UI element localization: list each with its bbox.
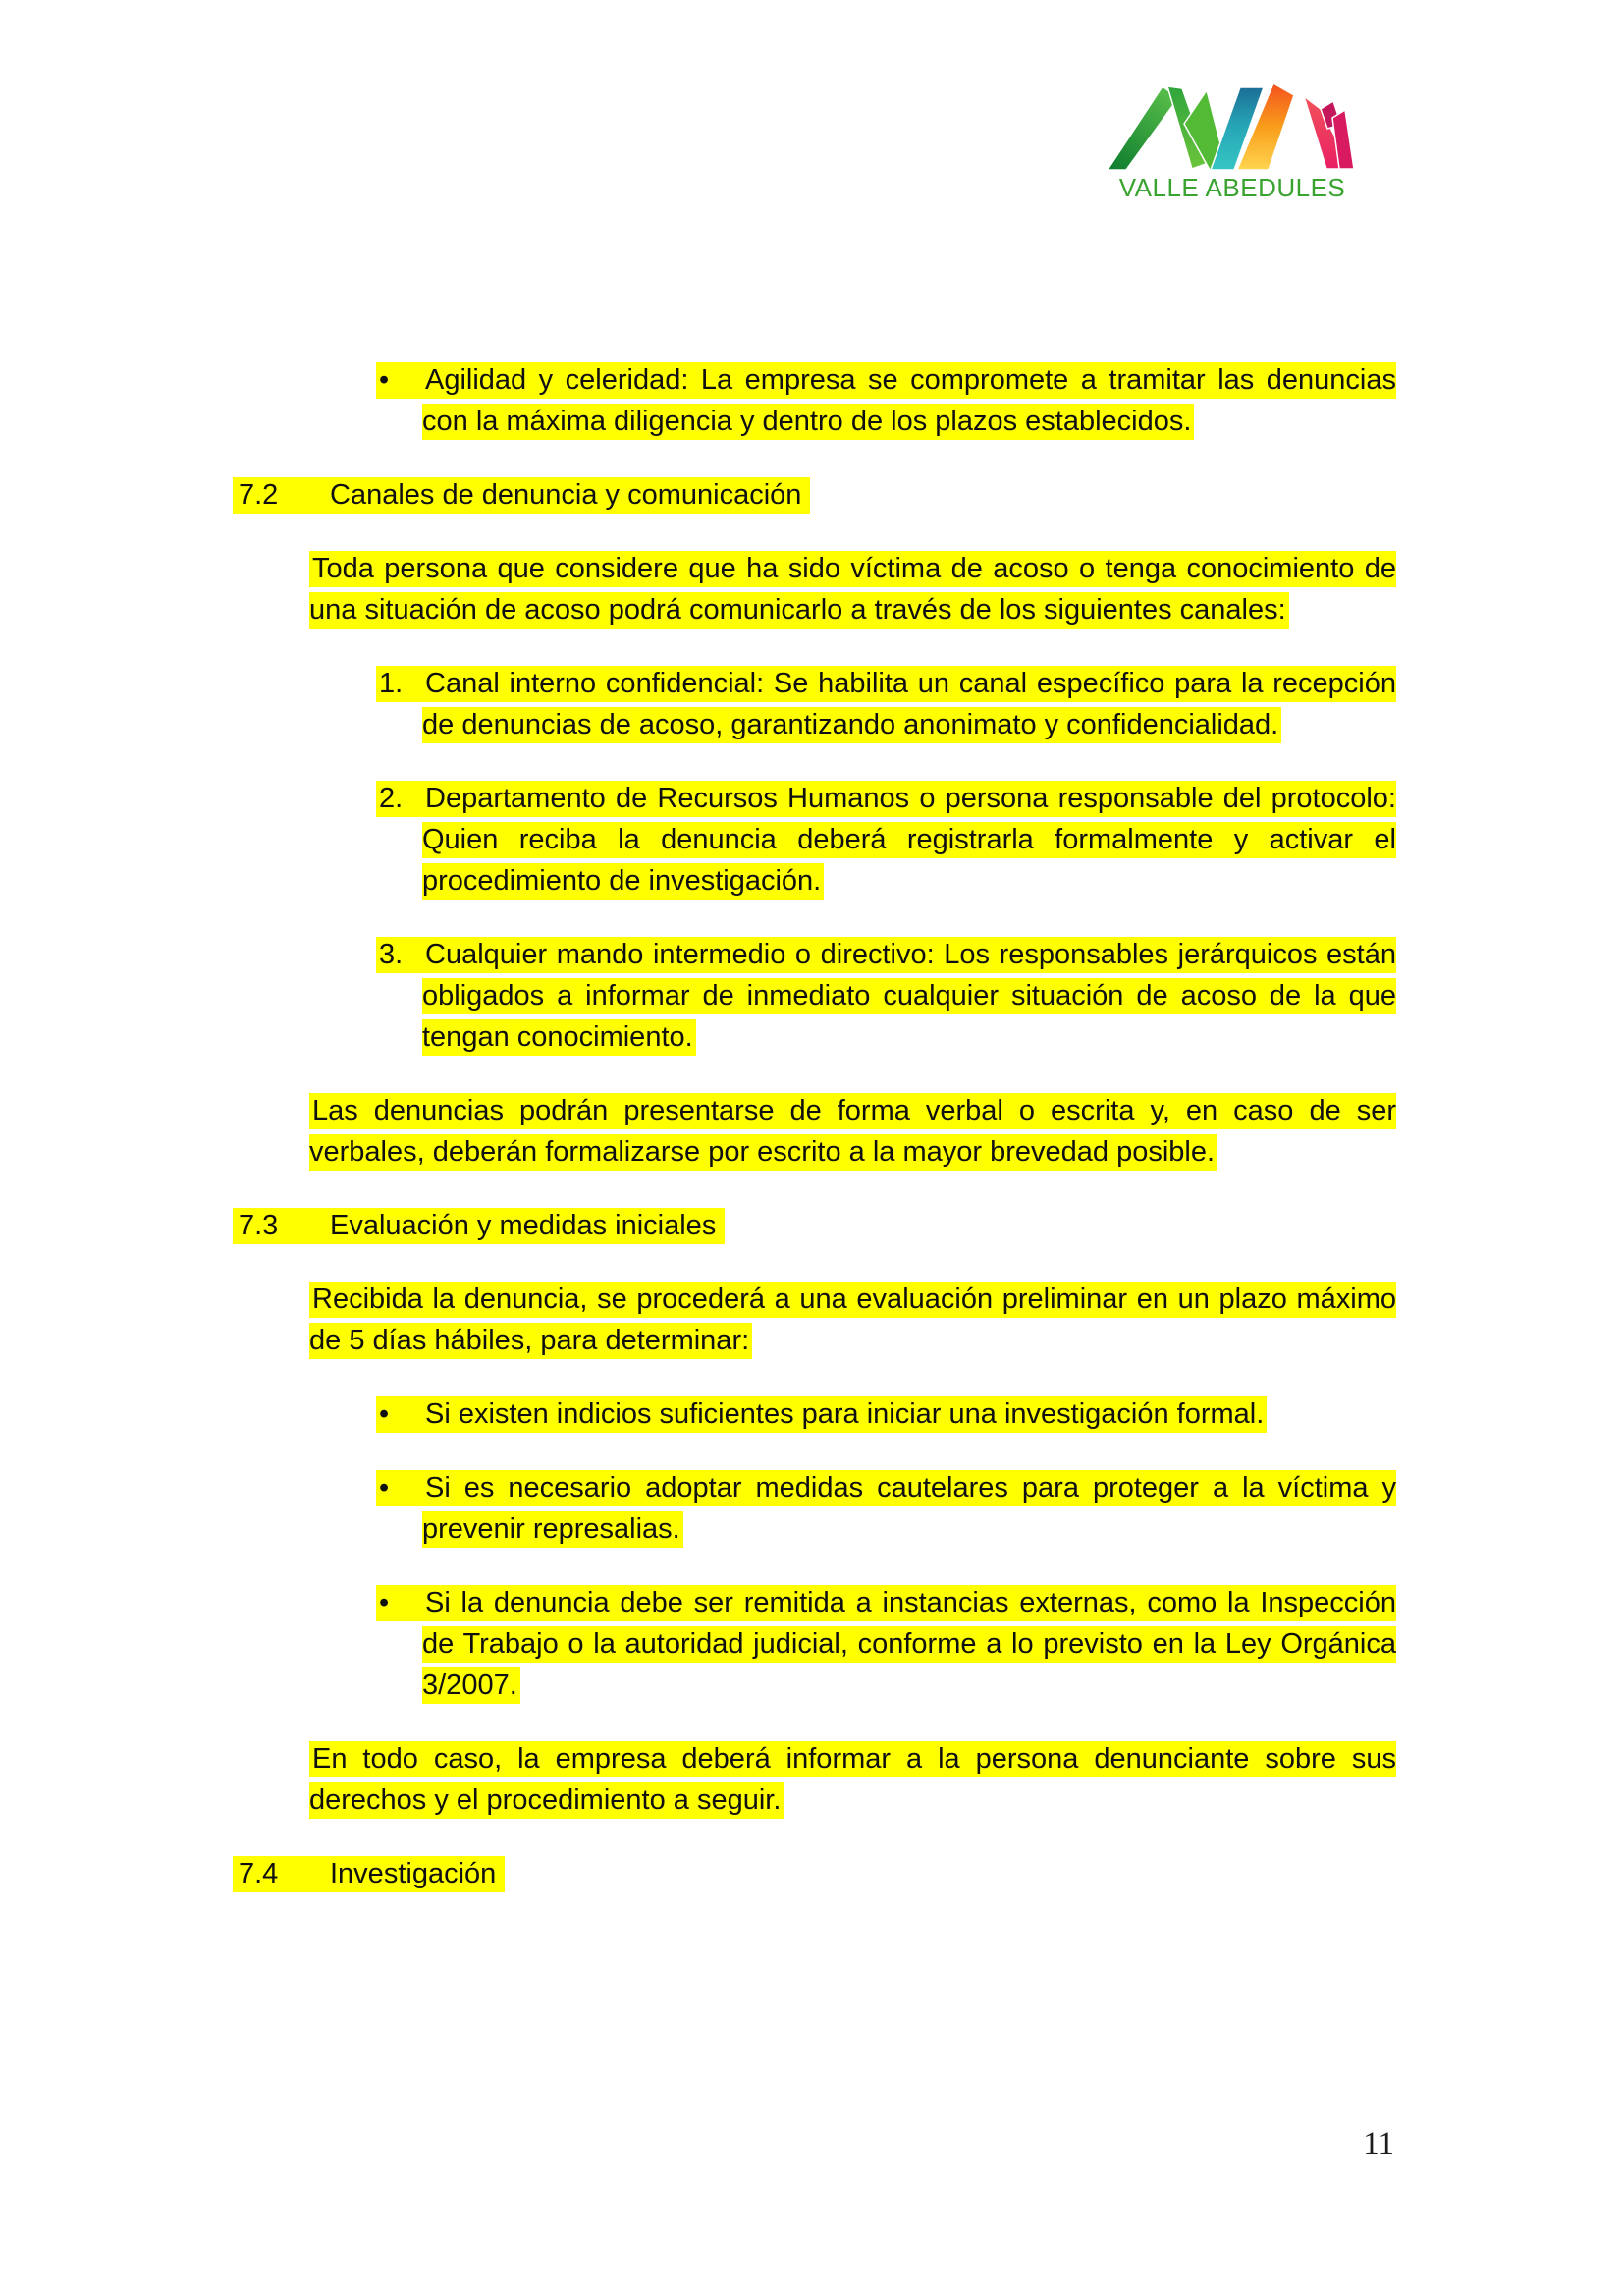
list-number: 3. xyxy=(379,939,404,970)
company-logo xyxy=(1080,69,1375,206)
paragraph xyxy=(309,1279,1396,1361)
text-run: Departamento de Recursos Humanos o persona responsable del protocolo: Quien reciba la denuncia deberá registrarla formalmente y activar el procedimiento de investigación. xyxy=(422,783,1396,897)
text-run: Si existen indicios suficientes para iniciar una investigación formal. xyxy=(425,1398,1265,1430)
section-title: Investigación xyxy=(330,1858,497,1889)
bullet-marker: • xyxy=(379,1472,390,1503)
numbered-item xyxy=(379,663,1396,745)
highlight-run xyxy=(233,1208,725,1244)
highlight-run xyxy=(309,551,1396,629)
bullet-item xyxy=(379,1582,1396,1706)
text-run: Cualquier mando intermedio o directivo: Los responsables jerárquicos están obligados a informar de inmediato cualquier situación de acoso de la que tengan conocimiento. xyxy=(422,939,1396,1053)
text-run: Si es necesario adoptar medidas cautelares para proteger a la víctima y prevenir represalias. xyxy=(422,1472,1396,1545)
highlight-run xyxy=(376,937,1396,1056)
section-heading xyxy=(233,1853,1623,1894)
highlight-run xyxy=(309,1282,1396,1359)
section-number: 7.3 xyxy=(239,1210,279,1241)
bullet-item xyxy=(379,1467,1396,1550)
highlight-run xyxy=(376,781,1396,900)
highlight-run xyxy=(376,666,1396,743)
text-run: En todo caso, la empresa deberá informar a la persona denunciante sobre sus derechos y el procedimiento a seguir. xyxy=(309,1743,1396,1816)
paragraph xyxy=(309,1738,1396,1821)
document-body xyxy=(0,359,1623,1927)
logo-text: VALLE ABEDULES xyxy=(1118,173,1346,202)
text-run: Agilidad y celeridad: La empresa se compromete a tramitar las denuncias con la máxima diligencia y dentro de los plazos establecidos. xyxy=(422,364,1396,437)
paragraph xyxy=(309,1090,1396,1173)
bullet-item xyxy=(379,1394,1396,1435)
numbered-item xyxy=(379,934,1396,1058)
page-number: 11 xyxy=(1363,2126,1394,2161)
text-run: Si la denuncia debe ser remitida a instancias externas, como la Inspección de Trabajo o la autoridad judicial, conforme a lo previsto en la Ley Orgánica 3/2007. xyxy=(422,1587,1396,1701)
text-run: Recibida la denuncia, se procederá a una evaluación preliminar en un plazo máximo de 5 días hábiles, para determinar: xyxy=(309,1284,1396,1356)
section-heading xyxy=(233,474,1623,516)
text-run: Toda persona que considere que ha sido víctima de acoso o tenga conocimiento de una situación de acoso podrá comunicarlo a través de los siguientes canales: xyxy=(309,553,1396,626)
section-number: 7.4 xyxy=(239,1858,279,1889)
logo-mountain-mark xyxy=(1108,83,1354,170)
highlight-run xyxy=(233,477,810,514)
text-run: Canal interno confidencial: Se habilita un canal específico para la recepción de denuncias de acoso, garantizando anonimato y confidencialidad. xyxy=(422,668,1396,740)
bullet-marker: • xyxy=(379,364,390,396)
highlight-run xyxy=(309,1093,1396,1171)
highlight-run xyxy=(376,1585,1396,1704)
highlight-run xyxy=(376,1470,1396,1548)
section-title: Evaluación y medidas iniciales xyxy=(330,1210,717,1241)
section-title: Canales de denuncia y comunicación xyxy=(330,479,802,511)
highlight-run xyxy=(376,362,1396,440)
section-number: 7.2 xyxy=(239,479,279,511)
text-run: Las denuncias podrán presentarse de forma verbal o escrita y, en caso de ser verbales, deberán formalizarse por escrito a la mayor brevedad posible. xyxy=(309,1095,1396,1168)
section-heading xyxy=(233,1205,1623,1246)
list-number: 2. xyxy=(379,783,404,814)
bullet-marker: • xyxy=(379,1587,390,1618)
paragraph xyxy=(309,548,1396,630)
highlight-run xyxy=(309,1741,1396,1819)
highlight-run xyxy=(376,1396,1267,1433)
bullet-item xyxy=(379,359,1396,442)
list-number: 1. xyxy=(379,668,404,699)
numbered-item xyxy=(379,778,1396,902)
highlight-run xyxy=(233,1856,505,1892)
bullet-marker: • xyxy=(379,1398,390,1430)
